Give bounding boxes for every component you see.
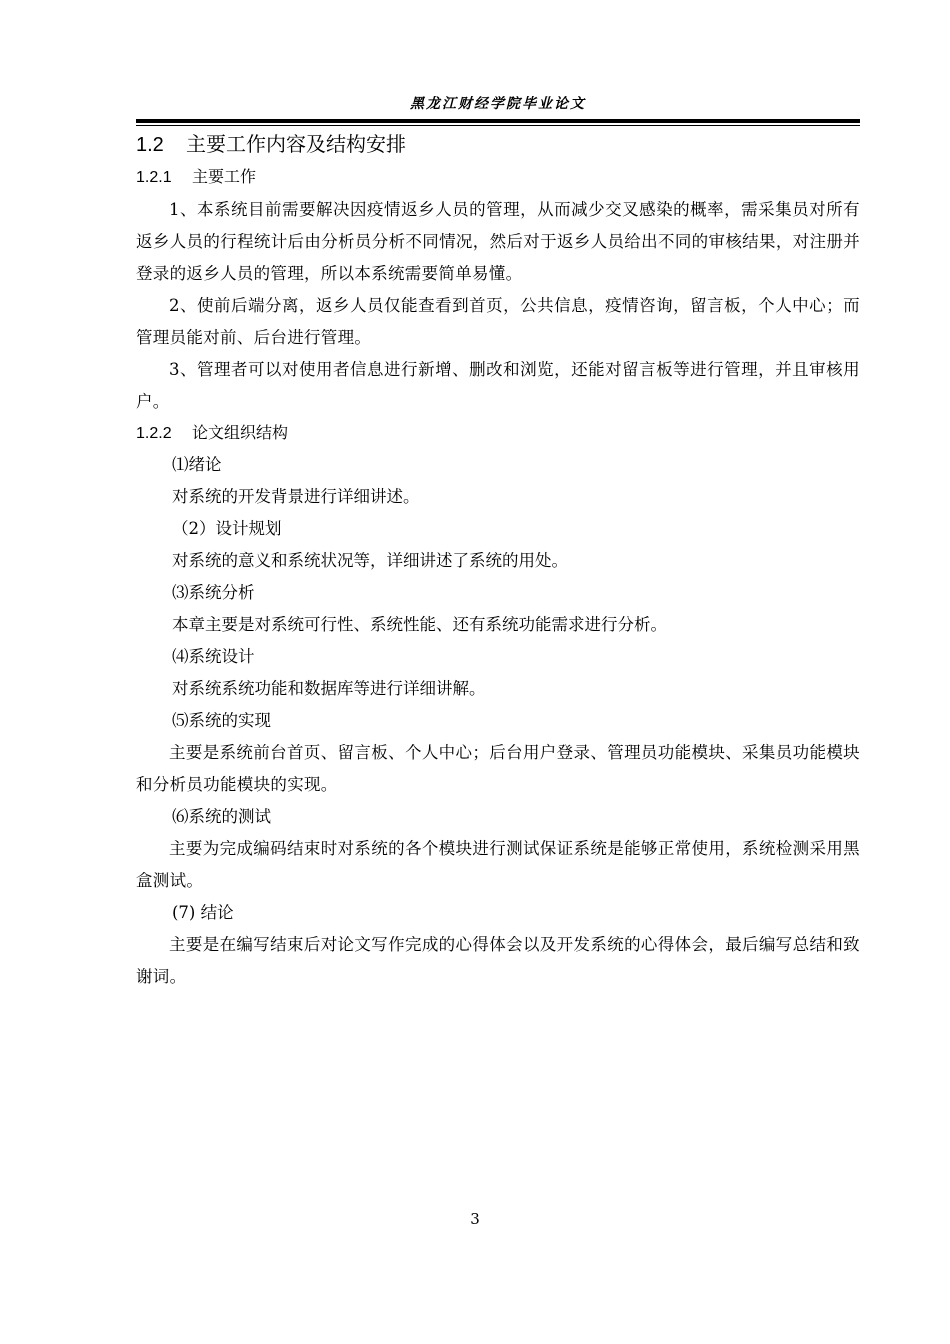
work-item-paragraph: 3、管理者可以对使用者信息进行新增、删改和浏览，还能对留言板等进行管理，并且审核用户。 xyxy=(136,360,860,411)
chapter-heading: ⑶系统分析 xyxy=(172,583,255,602)
chapter-heading: ⑹系统的测试 xyxy=(172,807,271,826)
chapter-description: 主要是系统前台首页、留言板、个人中心；后台用户登录、管理员功能模块、采集员功能模块和分析员功能模块的实现。 xyxy=(136,743,860,794)
chapter-heading: ⑷系统设计 xyxy=(172,647,255,666)
header-rule-thin xyxy=(136,125,860,126)
subsection-number: 1.2.2 xyxy=(136,425,172,442)
chapter-description: 本章主要是对系统可行性、系统性能、还有系统功能需求进行分析。 xyxy=(172,615,667,634)
chapter-heading: ⑸系统的实现 xyxy=(172,711,271,730)
work-item-paragraph: 1、本系统目前需要解决因疫情返乡人员的管理，从而减少交叉感染的概率，需采集员对所有返乡人员的行程统计后由分析员分析不同情况，然后对于返乡人员给出不同的审核结果，对注册并登录的返乡人员的管理，所以本系统需要简单易懂。 xyxy=(136,200,860,283)
chapter-heading: ⑴绪论 xyxy=(172,455,222,474)
subsection-number: 1.2.1 xyxy=(136,169,172,186)
subsection-title: 主要工作 xyxy=(192,167,257,186)
subsection-heading-2 xyxy=(136,420,288,447)
section-number: 1.2 xyxy=(136,134,164,156)
chapter-heading: (7) 结论 xyxy=(172,903,234,922)
chapter-description: 主要是在编写结束后对论文写作完成的心得体会以及开发系统的心得体会，最后编写总结和致谢词。 xyxy=(136,935,860,986)
section-title: 主要工作内容及结构安排 xyxy=(186,132,406,156)
section-heading xyxy=(136,129,406,160)
chapter-description: 对系统系统功能和数据库等进行详细讲解。 xyxy=(172,679,486,698)
page-header-title: 黑龙江财经学院毕业论文 xyxy=(410,96,586,112)
subsection-heading-1 xyxy=(136,164,256,191)
page-number: 3 xyxy=(470,1210,480,1228)
header-rule-thick xyxy=(136,119,860,123)
chapter-description: 对系统的意义和系统状况等，详细讲述了系统的用处。 xyxy=(172,551,568,570)
subsection-title: 论文组织结构 xyxy=(192,423,289,442)
chapter-description: 主要为完成编码结束时对系统的各个模块进行测试保证系统是能够正常使用，系统检测采用黑盒测试。 xyxy=(136,839,860,890)
chapter-heading: （2）设计规划 xyxy=(172,519,282,538)
chapter-description: 对系统的开发背景进行详细讲述。 xyxy=(172,487,420,506)
work-item-paragraph: 2、使前后端分离，返乡人员仅能查看到首页，公共信息，疫情咨询，留言板，个人中心；而管理员能对前、后台进行管理。 xyxy=(136,296,860,347)
